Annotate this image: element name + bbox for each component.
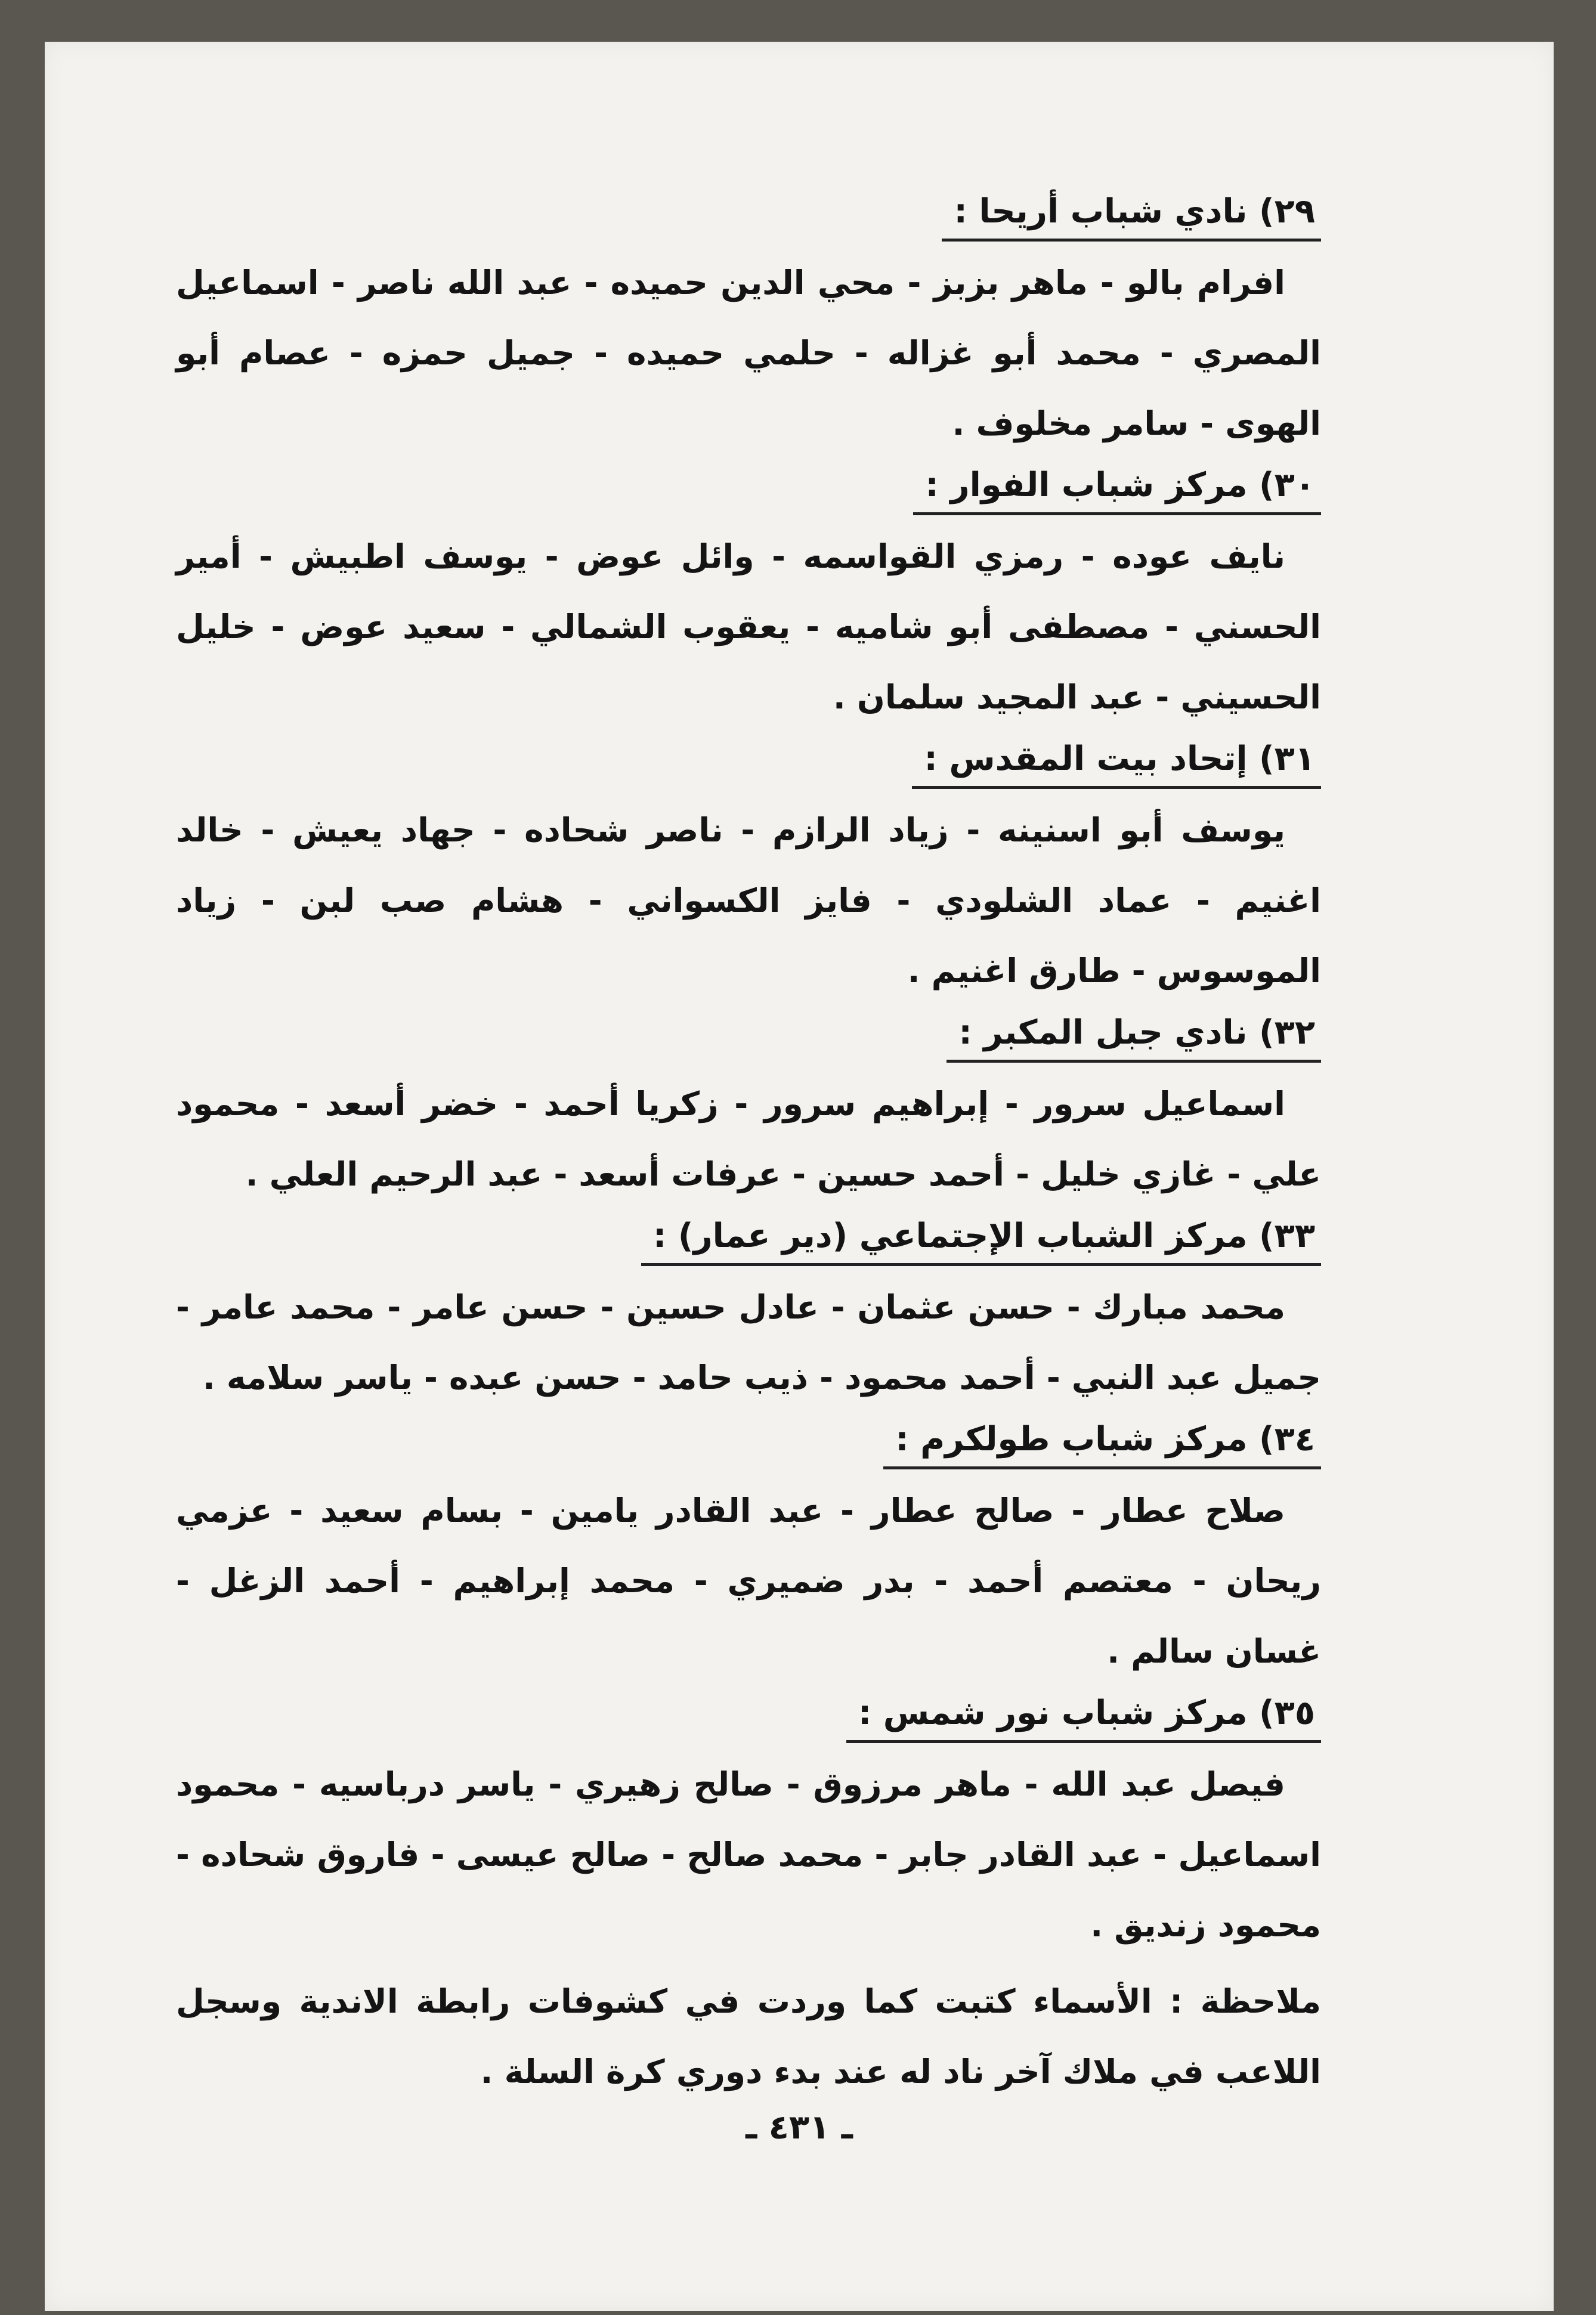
section-30: [176, 459, 1321, 732]
section-heading: ٣٥) مركز شباب نور شمس :: [846, 1686, 1321, 1743]
section-31: [176, 732, 1321, 1006]
section-29: [176, 185, 1321, 459]
player-names: افرام بالو - ماهر بزبز - محي الدين حميده - عبد الله ناصر - اسماعيل المصري - محمد أبو غزاله - حلمي حميده - جميل حمزه - عصام أبو الهوى - سامر مخلوف .: [176, 264, 1321, 442]
page-number: ـ ٤٣١ ـ: [746, 2108, 853, 2147]
document-page: [45, 42, 1554, 2311]
section-heading: ٣٠) مركز شباب الفوار :: [913, 459, 1321, 515]
player-names: يوسف أبو اسنينه - زياد الرازم - ناصر شحاده - جهاد يعيش - خالد اغنيم - عماد الشلودي - فايز الكسواني - هشام صب لبن - زياد الموسوس - طارق اغنيم .: [176, 811, 1321, 990]
section-34: [176, 1413, 1321, 1686]
footnote: ملاحظة : الأسماء كتبت كما وردت في كشوفات رابطة الاندية وسجل اللاعب في ملاك آخر ناد له عند بدء دوري كرة السلة .: [176, 1982, 1321, 2091]
section-heading: ٣١) إتحاد بيت المقدس :: [912, 732, 1321, 789]
section-35: [176, 1686, 1321, 1960]
section-33: [176, 1209, 1321, 1413]
page-content: [176, 185, 1321, 2107]
player-names: محمد مبارك - حسن عثمان - عادل حسين - حسن عامر - محمد عامر - جميل عبد النبي - أحمد محمود - ذيب حامد - حسن عبده - ياسر سلامه .: [176, 1288, 1321, 1397]
player-names: اسماعيل سرور - إبراهيم سرور - زكريا أحمد - خضر أسعد - محمود علي - غازي خليل - أحمد حسين - عرفات أسعد - عبد الرحيم العلي .: [176, 1085, 1321, 1193]
section-32: [176, 1006, 1321, 1209]
player-names: صلاح عطار - صالح عطار - عبد القادر يامين - بسام سعيد - عزمي ريحان - معتصم أحمد - بدر ضميري - محمد إبراهيم - أحمد الزغل - غسان سالم .: [176, 1491, 1321, 1670]
section-heading: ٣٤) مركز شباب طولكرم :: [883, 1413, 1321, 1469]
section-heading: ٣٢) نادي جبل المكبر :: [947, 1006, 1321, 1063]
player-names: فيصل عبد الله - ماهر مرزوق - صالح زهيري - ياسر درباسيه - محمود اسماعيل - عبد القادر جابر - محمد صالح - صالح عيسى - فاروق شحاده - محمود زنديق .: [176, 1765, 1321, 1944]
section-heading: ٢٩) نادي شباب أريحا :: [942, 185, 1321, 242]
player-names: نايف عوده - رمزي القواسمه - وائل عوض - يوسف اطبيش - أمير الحسني - مصطفى أبو شاميه - يعقوب الشمالي - سعيد عوض - خليل الحسيني - عبد المجيد سلمان .: [176, 537, 1321, 716]
section-heading: ٣٣) مركز الشباب الإجتماعي (دير عمار) :: [641, 1209, 1321, 1266]
